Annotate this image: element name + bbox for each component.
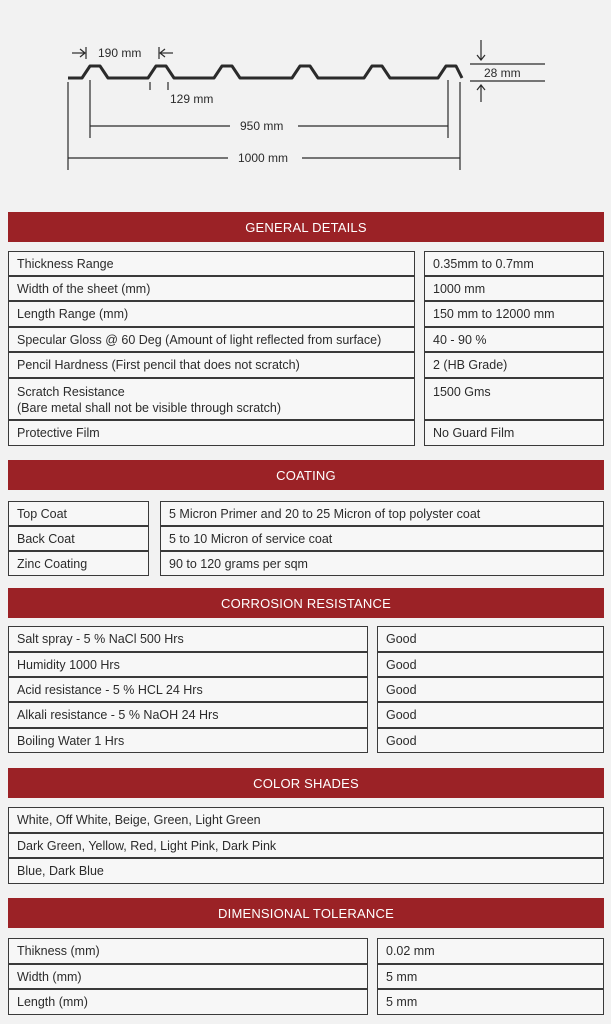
coating-label-cell: Back Coat	[8, 526, 149, 551]
tolerance-label-cell: Width (mm)	[8, 964, 368, 989]
color-shades-header: COLOR SHADES	[8, 768, 604, 798]
coating-label-cell: Zinc Coating	[8, 551, 149, 576]
corrosion-label-cell: Humidity 1000 Hrs	[8, 652, 368, 677]
corrosion-label-cell: Salt spray - 5 % NaCl 500 Hrs	[8, 626, 368, 652]
general-value-cell: 0.35mm to 0.7mm	[424, 251, 604, 276]
general-label-cell: Length Range (mm)	[8, 301, 415, 327]
corrosion-value-cell: Good	[377, 728, 604, 753]
effective-width-label: 950 mm	[240, 119, 284, 133]
pitch-dimension-label: 190 mm	[98, 46, 142, 60]
general-value-cell: 40 - 90 %	[424, 327, 604, 352]
sheet-profile-diagram	[0, 0, 611, 190]
corrosion-value-cell: Good	[377, 652, 604, 677]
general-label-cell	[8, 378, 415, 420]
general-label-cell: Specular Gloss @ 60 Deg (Amount of light reflected from surface)	[8, 327, 415, 352]
general-label-cell: Protective Film	[8, 420, 415, 446]
tolerance-value-cell: 5 mm	[377, 989, 604, 1015]
corrosion-value-cell: Good	[377, 702, 604, 728]
corrosion-label-cell: Alkali resistance - 5 % NaOH 24 Hrs	[8, 702, 368, 728]
coating-value-cell: 90 to 120 grams per sqm	[160, 551, 604, 576]
general-value-cell: 2 (HB Grade)	[424, 352, 604, 378]
general-label-cell: Pencil Hardness (First pencil that does not scratch)	[8, 352, 415, 378]
coating-value-cell: 5 to 10 Micron of service coat	[160, 526, 604, 551]
general-details-header: GENERAL DETAILS	[8, 212, 604, 242]
sheet-profile-line	[68, 66, 462, 78]
coating-label-cell: Top Coat	[8, 501, 149, 526]
tolerance-value-cell: 0.02 mm	[377, 938, 604, 964]
tolerance-label-cell: Thikness (mm)	[8, 938, 368, 964]
dimensional-tolerance-header: DIMENSIONAL TOLERANCE	[8, 898, 604, 928]
color-shade-row: Blue, Dark Blue	[8, 858, 604, 884]
scratch-resistance-label: Scratch Resistance	[17, 385, 125, 399]
coating-header: COATING	[8, 460, 604, 490]
scratch-resistance-note: (Bare metal shall not be visible through scratch)	[17, 401, 282, 415]
corrosion-label-cell: Boiling Water 1 Hrs	[8, 728, 368, 753]
general-value-cell: 1000 mm	[424, 276, 604, 301]
general-label-cell: Thickness Range	[8, 251, 415, 276]
corrosion-value-cell: Good	[377, 626, 604, 652]
general-value-cell: 150 mm to 12000 mm	[424, 301, 604, 327]
depth-dimension-label: 28 mm	[484, 66, 521, 80]
coating-value-cell: 5 Micron Primer and 20 to 25 Micron of top polyster coat	[160, 501, 604, 526]
general-value-cell: 1500 Gms	[424, 378, 604, 420]
corrosion-value-cell: Good	[377, 677, 604, 702]
color-shade-row: White, Off White, Beige, Green, Light Green	[8, 807, 604, 833]
general-label-cell: Width of the sheet (mm)	[8, 276, 415, 301]
color-shade-row: Dark Green, Yellow, Red, Light Pink, Dark Pink	[8, 833, 604, 858]
crest-dimension-label: 129 mm	[170, 92, 214, 106]
corrosion-resistance-header: CORROSION RESISTANCE	[8, 588, 604, 618]
general-value-cell: No Guard Film	[424, 420, 604, 446]
overall-width-label: 1000 mm	[238, 151, 289, 165]
tolerance-label-cell: Length (mm)	[8, 989, 368, 1015]
corrosion-label-cell: Acid resistance - 5 % HCL 24 Hrs	[8, 677, 368, 702]
tolerance-value-cell: 5 mm	[377, 964, 604, 989]
